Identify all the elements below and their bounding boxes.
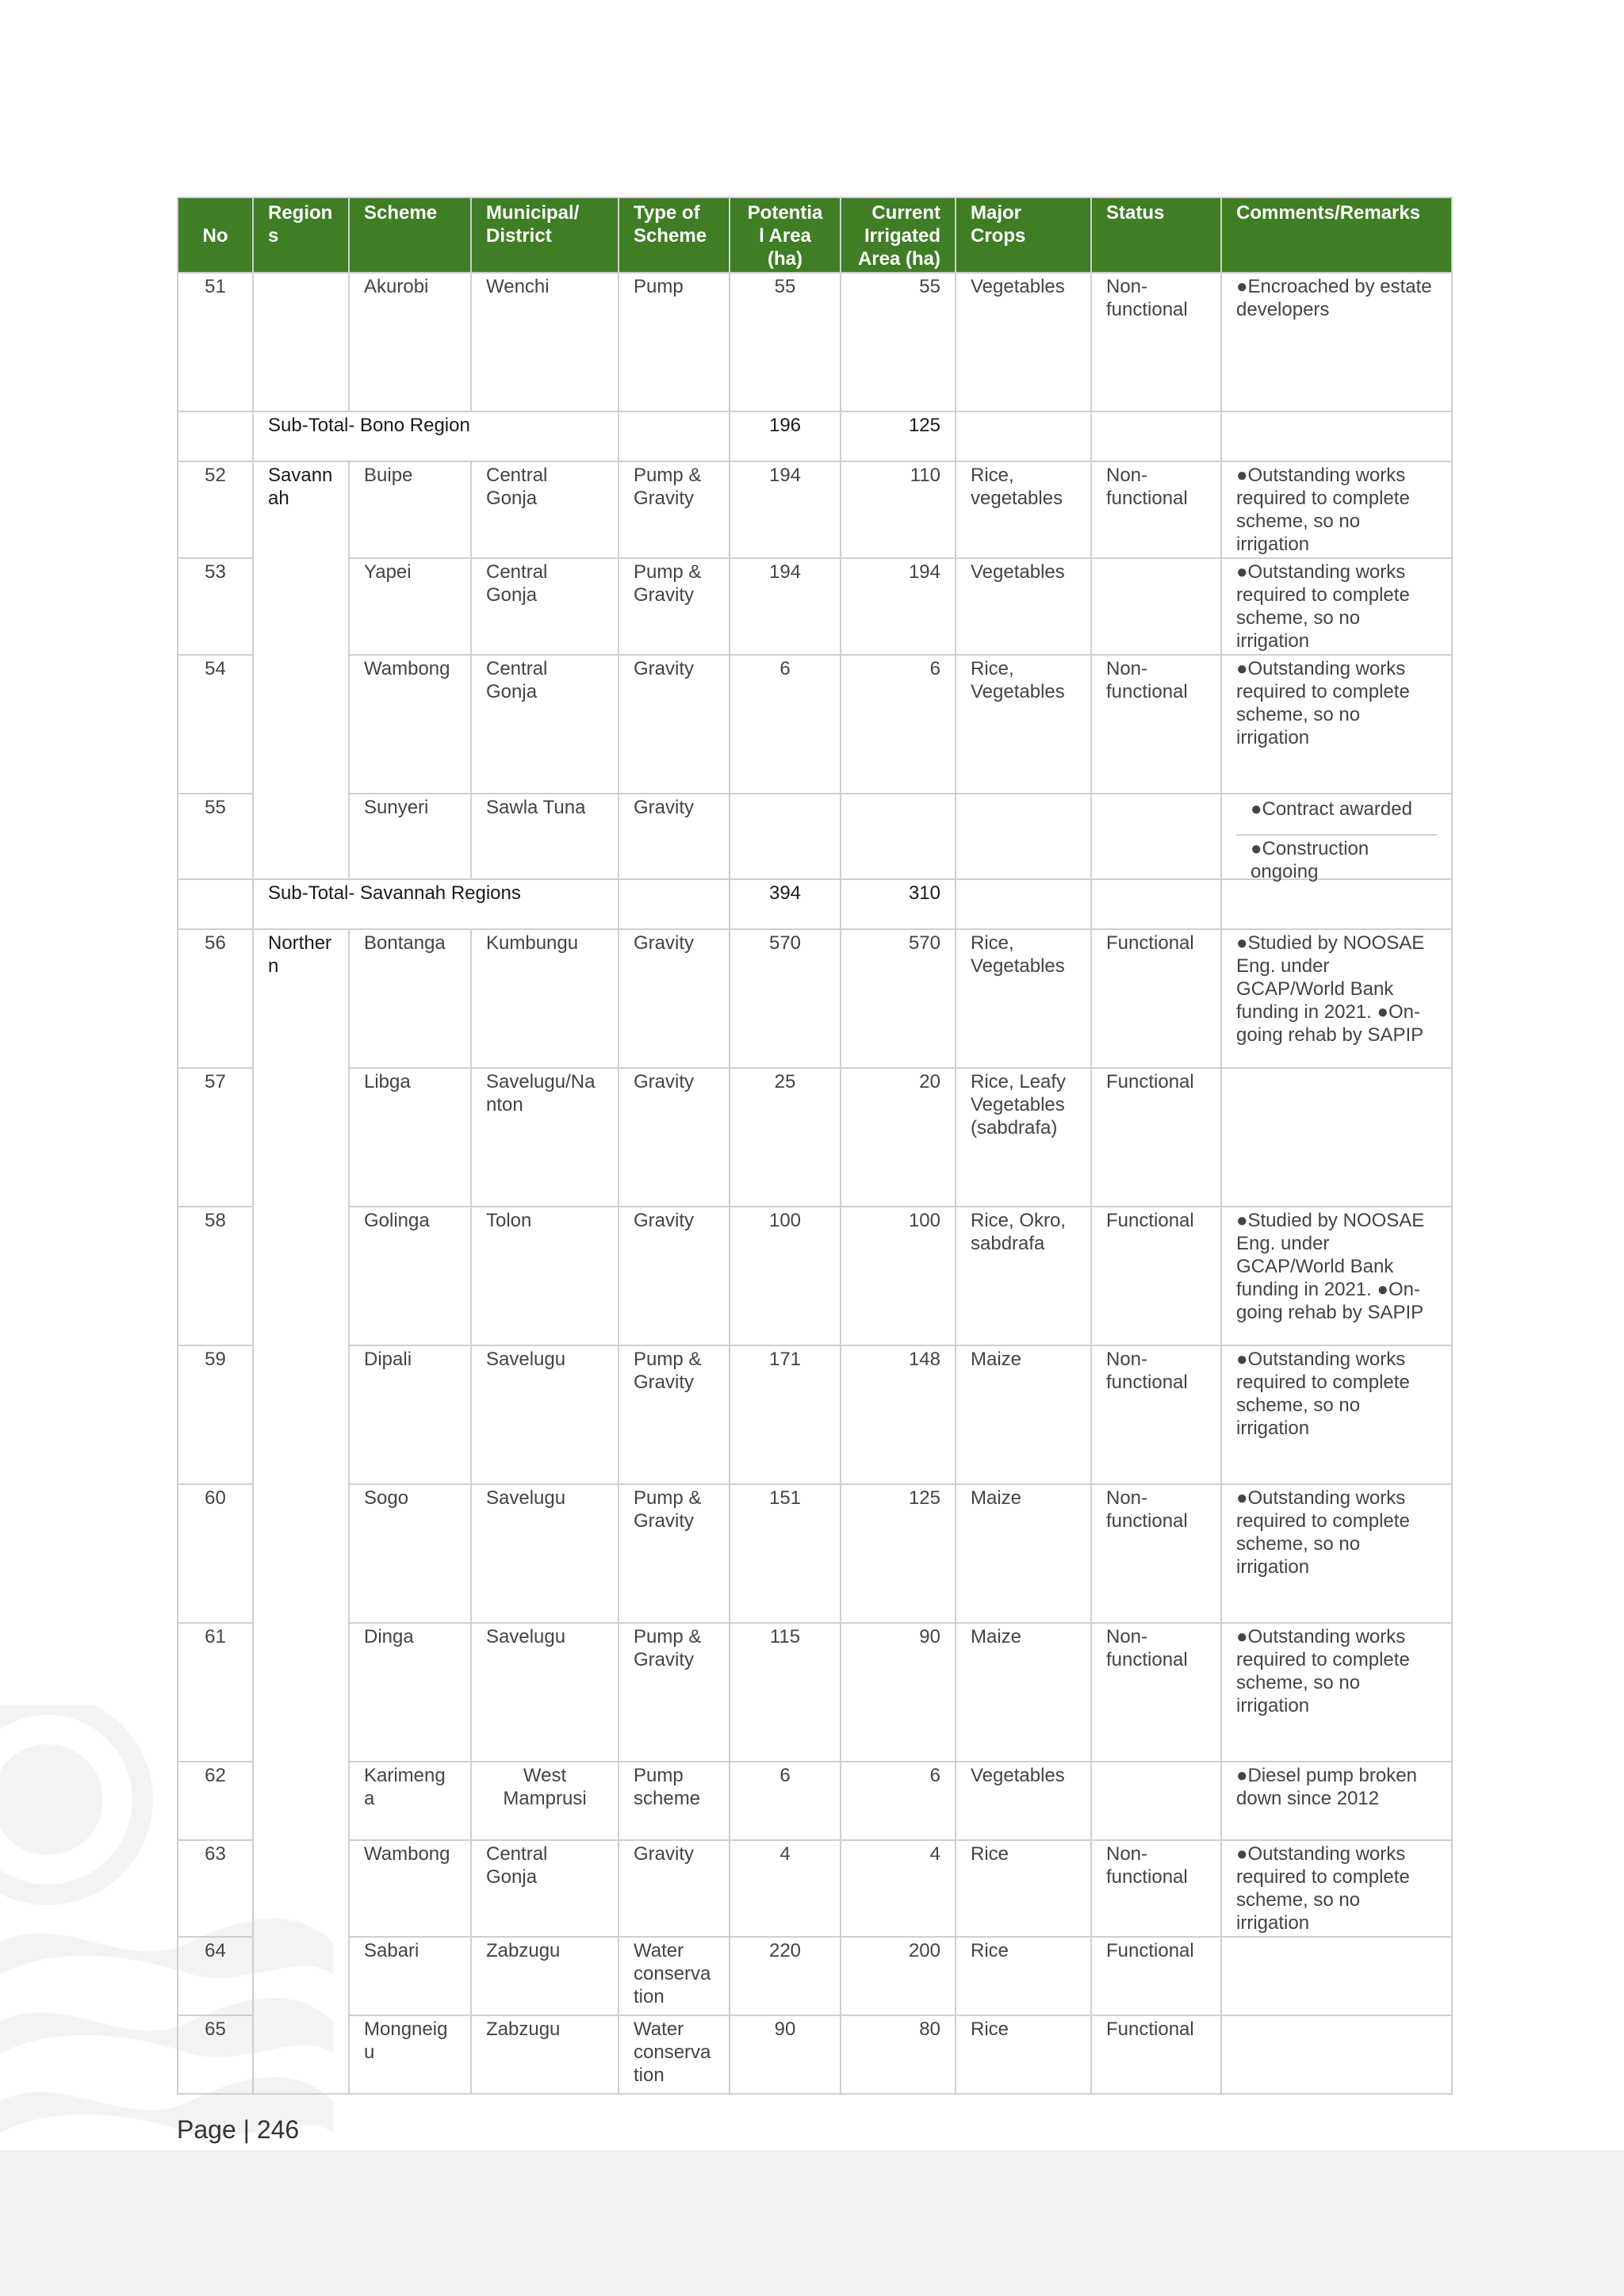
cell-district: Wenchi (471, 273, 619, 411)
cell-type: Pump & Gravity (619, 1623, 730, 1762)
table-row (178, 929, 1452, 1068)
cell-scheme: Wambong (349, 655, 471, 794)
cell-potential: 570 (730, 929, 841, 1068)
cell-type: Pump & Gravity (619, 558, 730, 655)
footer-band (0, 2150, 1624, 2296)
cell-status: Functional (1091, 1937, 1221, 2015)
cell-remarks: ●Outstanding works required to complete scheme, so no irrigation (1221, 461, 1452, 558)
cell-no: 57 (178, 1068, 253, 1207)
cell-district: Zabzugu (471, 1937, 619, 2015)
cell-remarks: ●Outstanding works required to complete scheme, so no irrigation (1221, 1840, 1452, 1937)
cell-status (1091, 1762, 1221, 1840)
cell-current: 6 (841, 1762, 956, 1840)
cell-no: 64 (178, 1937, 253, 2015)
cell-type (619, 879, 730, 929)
cell-type: Pump (619, 273, 730, 411)
cell-status (1091, 794, 1221, 879)
cell-remarks (1221, 1068, 1452, 1207)
cell-remarks (1221, 1937, 1452, 2015)
cell-status: Non-functional (1091, 1484, 1221, 1623)
cell-remarks (1221, 879, 1452, 929)
cell-current: 110 (841, 461, 956, 558)
remark-line: ●Construction ongoing (1251, 838, 1369, 882)
table-header-row (178, 197, 1452, 273)
cell-type: Pump & Gravity (619, 1345, 730, 1484)
cell-type: Pump & Gravity (619, 461, 730, 558)
cell-crops (956, 879, 1091, 929)
header-current-area: Current Irrigated Area (ha) (841, 197, 956, 273)
cell-no: 55 (178, 794, 253, 879)
cell-status: Functional (1091, 929, 1221, 1068)
header-no: No (178, 197, 253, 273)
cell-type: Pump & Gravity (619, 1484, 730, 1623)
table-row (178, 1762, 1452, 1840)
table-row (178, 1207, 1452, 1345)
cell-potential (730, 794, 841, 879)
subtotal-current: 125 (841, 411, 956, 461)
cell-no: 61 (178, 1623, 253, 1762)
cell-district: Zabzugu (471, 2015, 619, 2094)
cell-no: 59 (178, 1345, 253, 1484)
cell-type: Water conserva tion (619, 1937, 730, 2015)
cell-potential: 6 (730, 1762, 841, 1840)
cell-remarks (1221, 411, 1452, 461)
cell-current: 125 (841, 1484, 956, 1623)
cell-current (841, 794, 956, 879)
cell-status (1091, 879, 1221, 929)
cell-district: Savelugu (471, 1623, 619, 1762)
subtotal-label: Sub-Total- Savannah Regions (253, 879, 619, 929)
subtotal-label: Sub-Total- Bono Region (253, 411, 619, 461)
cell-status: Functional (1091, 1207, 1221, 1345)
cell-current: 148 (841, 1345, 956, 1484)
cell-district: West Mamprusi (471, 1762, 619, 1840)
cell-potential: 115 (730, 1623, 841, 1762)
cell-status: Non-functional (1091, 1345, 1221, 1484)
cell-remarks: ●Outstanding works required to complete scheme, so no irrigation (1221, 655, 1452, 794)
table-row (178, 1840, 1452, 1937)
header-status: Status (1091, 197, 1221, 273)
cell-status (1091, 411, 1221, 461)
cell-scheme: Mongneig u (349, 2015, 471, 2094)
cell-scheme: Sunyeri (349, 794, 471, 879)
cell-no: 63 (178, 1840, 253, 1937)
cell-remarks: ●Studied by NOOSAE Eng. under GCAP/World Bank funding in 2021. ●On-going rehab by SAPIP (1221, 1207, 1452, 1345)
cell-remarks: ●Outstanding works required to complete scheme, so no irrigation (1221, 1623, 1452, 1762)
header-scheme: Scheme (349, 197, 471, 273)
cell-scheme: Akurobi (349, 273, 471, 411)
cell-no: 62 (178, 1762, 253, 1840)
cell-current: 6 (841, 655, 956, 794)
cell-current: 80 (841, 2015, 956, 2094)
cell-district: Central Gonja (471, 655, 619, 794)
cell-status: Non-functional (1091, 1840, 1221, 1937)
cell-no: 58 (178, 1207, 253, 1345)
cell-scheme: Sabari (349, 1937, 471, 2015)
cell-district: Savelugu/Na nton (471, 1068, 619, 1207)
cell-scheme: Golinga (349, 1207, 471, 1345)
cell-crops (956, 411, 1091, 461)
cell-crops: Rice (956, 2015, 1091, 2094)
cell-crops: Maize (956, 1484, 1091, 1623)
cell-status: Functional (1091, 2015, 1221, 2094)
cell-crops: Vegetables (956, 1762, 1091, 1840)
cell-remarks (1221, 794, 1452, 882)
cell-remarks: ●Studied by NOOSAE Eng. under GCAP/World Bank funding in 2021. ●On-going rehab by SAPIP (1221, 929, 1452, 1068)
cell-no: 56 (178, 929, 253, 1068)
cell-current: 4 (841, 1840, 956, 1937)
remark-line: ●Contract awarded (1236, 796, 1437, 836)
cell-crops: Rice, Vegetables (956, 655, 1091, 794)
cell-potential: 194 (730, 461, 841, 558)
page-number: Page | 246 (177, 2115, 300, 2144)
table-row (178, 558, 1452, 655)
cell-status: Non-functional (1091, 273, 1221, 411)
cell-type (619, 411, 730, 461)
cell-district: Tolon (471, 1207, 619, 1345)
cell-scheme: Dinga (349, 1623, 471, 1762)
cell-status: Functional (1091, 1068, 1221, 1207)
cell-current: 570 (841, 929, 956, 1068)
cell-type: Gravity (619, 1840, 730, 1937)
cell-crops: Rice (956, 1840, 1091, 1937)
header-major-crops: Major Crops (956, 197, 1091, 273)
cell-no: 51 (178, 273, 253, 411)
header-remarks: Comments/Remarks (1221, 197, 1452, 273)
cell-current: 100 (841, 1207, 956, 1345)
cell-crops: Maize (956, 1623, 1091, 1762)
irrigation-schemes-table (177, 197, 1453, 2095)
subtotal-row (178, 411, 1452, 461)
cell-crops: Rice, vegetables (956, 461, 1091, 558)
cell-district: Central Gonja (471, 558, 619, 655)
table-row (178, 655, 1452, 794)
table-row (178, 2015, 1452, 2094)
cell-crops: Vegetables (956, 558, 1091, 655)
subtotal-potential: 196 (730, 411, 841, 461)
cell-crops (956, 794, 1091, 879)
cell-no: 65 (178, 2015, 253, 2094)
cell-potential: 220 (730, 1937, 841, 2015)
cell-potential: 90 (730, 2015, 841, 2094)
cell-potential: 171 (730, 1345, 841, 1484)
cell-status: Non-functional (1091, 461, 1221, 558)
cell-district: Central Gonja (471, 1840, 619, 1937)
cell-remarks (1221, 2015, 1452, 2094)
table-row (178, 1345, 1452, 1484)
table-row (178, 273, 1452, 411)
cell-potential: 25 (730, 1068, 841, 1207)
cell-type: Gravity (619, 655, 730, 794)
cell-crops: Vegetables (956, 273, 1091, 411)
cell-type: Pump scheme (619, 1762, 730, 1840)
cell-crops: Rice (956, 1937, 1091, 2015)
table-row (178, 1937, 1452, 2015)
table-row (178, 1484, 1452, 1623)
cell-potential: 151 (730, 1484, 841, 1623)
subtotal-current: 310 (841, 879, 956, 929)
cell-no (178, 411, 253, 461)
cell-scheme: Bontanga (349, 929, 471, 1068)
table-row (178, 794, 1452, 879)
cell-region: Norther n (253, 929, 349, 2094)
table-row (178, 461, 1452, 558)
cell-potential: 4 (730, 1840, 841, 1937)
table-row (178, 1068, 1452, 1207)
cell-current: 90 (841, 1623, 956, 1762)
cell-potential: 55 (730, 273, 841, 411)
header-potential-area: Potentia l Area (ha) (730, 197, 841, 273)
cell-district: Savelugu (471, 1484, 619, 1623)
cell-scheme: Wambong (349, 1840, 471, 1937)
cell-scheme: Libga (349, 1068, 471, 1207)
cell-scheme: Dipali (349, 1345, 471, 1484)
cell-scheme: Buipe (349, 461, 471, 558)
cell-type: Gravity (619, 1207, 730, 1345)
cell-crops: Maize (956, 1345, 1091, 1484)
cell-no: 53 (178, 558, 253, 655)
cell-current: 20 (841, 1068, 956, 1207)
cell-region: Savann ah (253, 461, 349, 879)
header-district: Municipal/ District (471, 197, 619, 273)
cell-remarks: ●Diesel pump broken down since 2012 (1221, 1762, 1452, 1840)
header-region: Region s (253, 197, 349, 273)
cell-status (1091, 558, 1221, 655)
cell-no: 54 (178, 655, 253, 794)
cell-status: Non-functional (1091, 655, 1221, 794)
cell-no (178, 879, 253, 929)
cell-current: 194 (841, 558, 956, 655)
cell-type: Gravity (619, 794, 730, 879)
cell-remarks: ●Outstanding works required to complete scheme, so no irrigation (1221, 558, 1452, 655)
cell-type: Gravity (619, 1068, 730, 1207)
cell-current: 55 (841, 273, 956, 411)
cell-current: 200 (841, 1937, 956, 2015)
subtotal-row (178, 879, 1452, 929)
cell-region (253, 273, 349, 411)
cell-crops: Rice, Leafy Vegetables (sabdrafa) (956, 1068, 1091, 1207)
cell-no: 52 (178, 461, 253, 558)
cell-district: Central Gonja (471, 461, 619, 558)
cell-potential: 100 (730, 1207, 841, 1345)
cell-status: Non-functional (1091, 1623, 1221, 1762)
cell-type: Gravity (619, 929, 730, 1068)
cell-district: Savelugu (471, 1345, 619, 1484)
cell-crops: Rice, Okro, sabdrafa (956, 1207, 1091, 1345)
cell-scheme: Karimenga (349, 1762, 471, 1840)
subtotal-potential: 394 (730, 879, 841, 929)
cell-remarks: ●Outstanding works required to complete scheme, so no irrigation (1221, 1484, 1452, 1623)
header-type: Type of Scheme (619, 197, 730, 273)
cell-type: Water conserva tion (619, 2015, 730, 2094)
cell-scheme: Sogo (349, 1484, 471, 1623)
cell-crops: Rice, Vegetables (956, 929, 1091, 1068)
cell-no: 60 (178, 1484, 253, 1623)
cell-district: Kumbungu (471, 929, 619, 1068)
table-row (178, 1623, 1452, 1762)
cell-scheme: Yapei (349, 558, 471, 655)
cell-potential: 194 (730, 558, 841, 655)
cell-remarks: ●Outstanding works required to complete scheme, so no irrigation (1221, 1345, 1452, 1484)
cell-district: Sawla Tuna (471, 794, 619, 879)
cell-remarks: ●Encroached by estate developers (1221, 273, 1452, 411)
cell-potential: 6 (730, 655, 841, 794)
